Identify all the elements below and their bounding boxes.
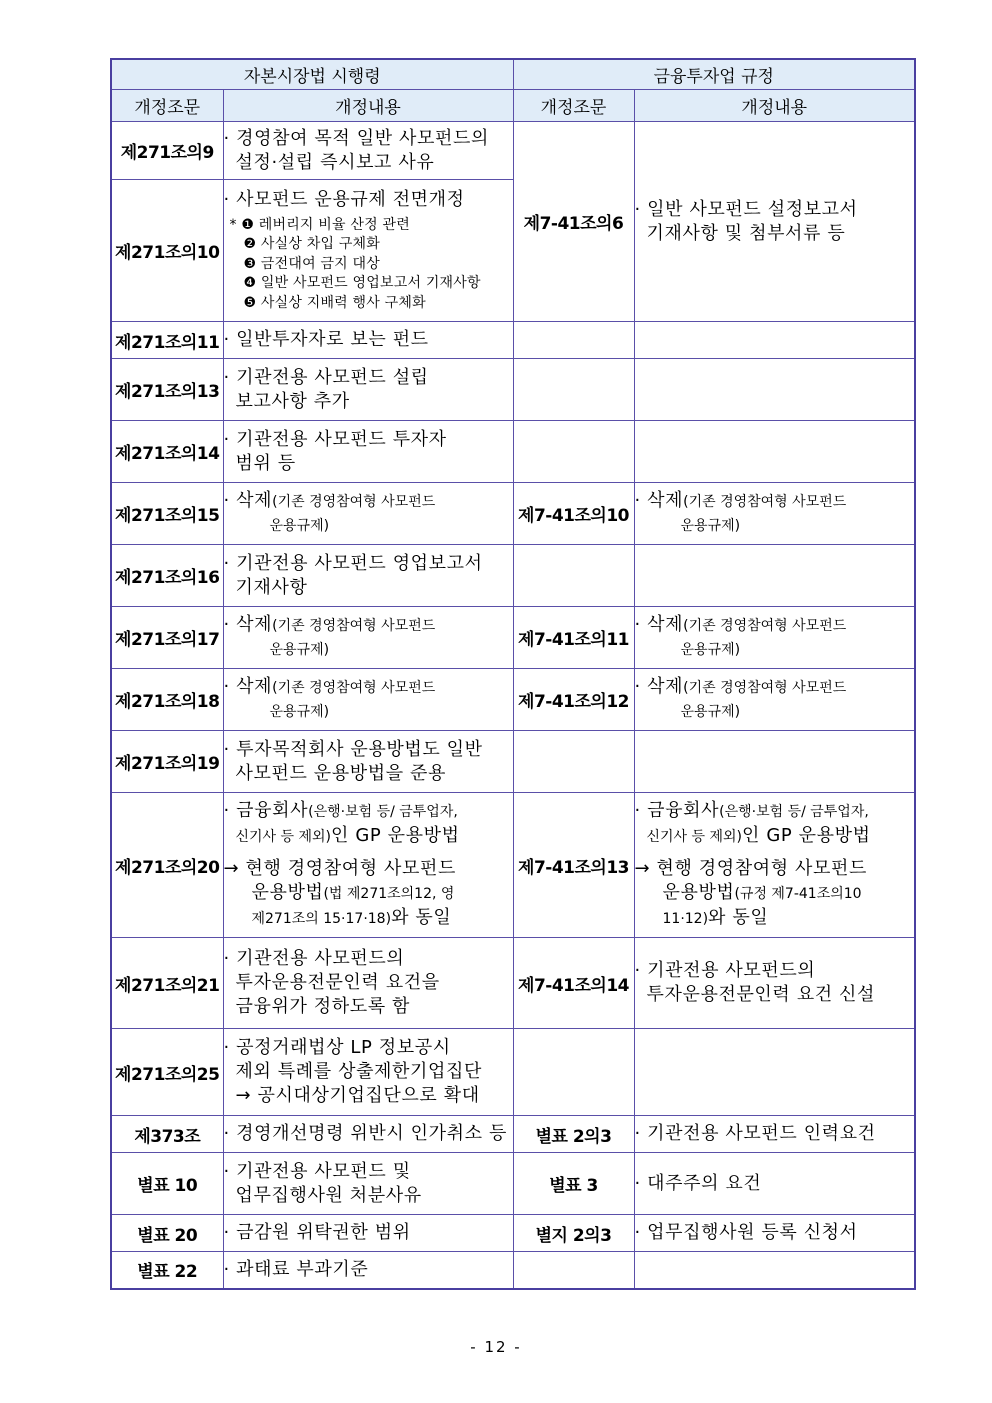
content-right-empty: [634, 1029, 915, 1116]
content-line: 기재사항 및 첨부서류 등: [646, 222, 846, 244]
content-right-empty: [634, 359, 915, 421]
article-right-empty: [513, 1252, 634, 1289]
article-left: 제271조의15: [111, 483, 223, 545]
article-right-empty: [513, 545, 634, 607]
content-line: 보고사항 추가: [235, 390, 350, 412]
sub-item: ❷ 사실상 차입 구체화: [243, 236, 380, 253]
content-left: [223, 669, 513, 731]
content-left: [223, 322, 513, 359]
content-line: · 기관전용 사모펀드 설립: [223, 366, 429, 388]
content-line: · 기관전용 사모펀드 투자자: [223, 428, 447, 450]
content-left: [223, 731, 513, 793]
content-note: (기존 경영참여형 사모펀드: [683, 618, 847, 634]
content-left: [223, 180, 513, 322]
content-line: → 현행 경영참여형 사모펀드: [634, 858, 868, 879]
table-row: [111, 1252, 915, 1289]
table-row: [111, 322, 915, 359]
content-line: · 일반 사모펀드 설정보고서: [634, 198, 858, 220]
content-note: 운용규제): [680, 704, 741, 720]
article-right: 별지 2의3: [513, 1215, 634, 1252]
content-line: → 공시대상기업집단으로 확대: [235, 1085, 480, 1106]
table-row: [111, 1116, 915, 1153]
content-line: 인 GP 운용방법: [742, 825, 871, 846]
content-right: [634, 607, 915, 669]
header-content-right: 개정내용: [634, 90, 915, 122]
content-line: · 대주주의 요건: [634, 1172, 762, 1194]
header-article-left: 개정조문: [111, 90, 223, 122]
table-row: [111, 793, 915, 938]
content-line: · 삭제: [223, 490, 273, 511]
content-note: (기존 경영참여형 사모펀드: [272, 680, 436, 696]
sub-item: ❺ 사실상 지배력 행사 구체화: [243, 294, 426, 311]
content-line: 와 동일: [708, 907, 769, 928]
content-line: · 과태료 부과기준: [223, 1258, 369, 1280]
amendment-table: [110, 58, 916, 1290]
content-line: · 기관전용 사모펀드 인력요건: [634, 1123, 876, 1144]
section-right-title: 금융투자업 규정: [513, 59, 915, 90]
content-right: [634, 793, 915, 938]
article-left: 제271조의25: [111, 1029, 223, 1116]
article-right: 제7-41조의11: [513, 607, 634, 669]
article-left: 제271조의19: [111, 731, 223, 793]
content-left: [223, 483, 513, 545]
header-content-left: 개정내용: [223, 90, 513, 122]
article-left: 제271조의10: [111, 180, 223, 322]
content-note: 운용규제): [269, 518, 330, 534]
table-row: [111, 1029, 915, 1116]
table-row: [111, 938, 915, 1029]
content-line: 설정·설립 즉시보고 사유: [235, 151, 435, 173]
content-line: · 업무집행사원 등록 신청서: [634, 1222, 858, 1243]
content-note: 운용규제): [680, 518, 741, 534]
article-left: 제271조의20: [111, 793, 223, 938]
table-row: [111, 122, 915, 180]
sub-item: * ❶ 레버리지 비율 산정 관련: [229, 216, 410, 233]
article-left: 제271조의17: [111, 607, 223, 669]
sub-item: ❹ 일반 사모펀드 영업보고서 기재사항: [243, 275, 481, 292]
table-row: [111, 421, 915, 483]
table-row: [111, 731, 915, 793]
article-right: 제7-41조의13: [513, 793, 634, 938]
content-left: [223, 1116, 513, 1153]
content-right-empty: [634, 545, 915, 607]
article-right: 별표 3: [513, 1153, 634, 1215]
page-number: - 12 -: [470, 1338, 522, 1356]
article-left: 제271조의18: [111, 669, 223, 731]
content-right: [634, 1153, 915, 1215]
article-left: 별표 20: [111, 1215, 223, 1252]
table-row: [111, 483, 915, 545]
content-line: 사모펀드 운용방법을 준용: [235, 762, 447, 784]
content-note: 신기사 등 제외): [235, 829, 332, 845]
content-line: · 금감원 위탁권한 범위: [223, 1222, 411, 1243]
sub-item: ❸ 금전대여 금지 대상: [243, 255, 380, 272]
content-line: · 투자목적회사 운용방법도 일반: [223, 738, 483, 760]
content-line: · 기관전용 사모펀드 및: [223, 1160, 411, 1182]
content-line: 제외 특례를 상출제한기업집단: [235, 1061, 482, 1082]
article-right-empty: [513, 359, 634, 421]
content-line: · 기관전용 사모펀드 영업보고서: [223, 552, 483, 574]
table-row: [111, 359, 915, 421]
table-row: [111, 545, 915, 607]
content-right: [634, 938, 915, 1029]
header-article-right: 개정조문: [513, 90, 634, 122]
table-row: [111, 607, 915, 669]
content-line: · 일반투자자로 보는 펀드: [223, 329, 429, 350]
article-right-empty: [513, 731, 634, 793]
content-line: · 사모펀드 운용규제 전면개정: [223, 188, 465, 210]
article-left: 제271조의21: [111, 938, 223, 1029]
article-right: 제7-41조의14: [513, 938, 634, 1029]
content-right: [634, 1116, 915, 1153]
article-left: 별표 22: [111, 1252, 223, 1289]
content-left: [223, 938, 513, 1029]
content-note: (법 제271조의12, 영: [323, 886, 455, 902]
content-line: 금융위가 정하도록 함: [235, 996, 411, 1017]
article-right-empty: [513, 322, 634, 359]
content-left: [223, 359, 513, 421]
content-note: 11·12): [662, 911, 709, 927]
content-left: [223, 122, 513, 180]
content-left: [223, 1252, 513, 1289]
section-left-title: 자본시장법 시행령: [111, 59, 513, 90]
content-right: [634, 669, 915, 731]
article-right-empty: [513, 421, 634, 483]
content-note: 운용규제): [269, 642, 330, 658]
content-line: · 삭제: [223, 676, 273, 697]
content-right: [634, 483, 915, 545]
content-right-empty: [634, 1252, 915, 1289]
table-row: [111, 1215, 915, 1252]
article-right: 제7-41조의10: [513, 483, 634, 545]
article-right: 별표 2의3: [513, 1116, 634, 1153]
content-line: 운용방법: [662, 882, 735, 903]
content-line: · 경영개선명령 위반시 인가취소 등: [223, 1123, 507, 1144]
content-right-empty: [634, 421, 915, 483]
content-line: 투자운용전문인력 요건을: [235, 972, 440, 993]
content-note: (규정 제7-41조의10: [734, 886, 862, 902]
content-line: · 기관전용 사모펀드의: [223, 948, 405, 969]
content-line: · 공정거래법상 LP 정보공시: [223, 1037, 451, 1058]
content-note: (기존 경영참여형 사모펀드: [272, 618, 436, 634]
article-left: 제271조의13: [111, 359, 223, 421]
content-line: · 금융회사: [223, 800, 309, 821]
table-row: [111, 669, 915, 731]
content-line: → 현행 경영참여형 사모펀드: [223, 858, 457, 879]
content-left: [223, 421, 513, 483]
content-line: 와 동일: [391, 907, 452, 928]
section-header-row: [111, 59, 915, 90]
content-line: · 삭제: [634, 614, 684, 635]
column-header-row: [111, 90, 915, 122]
article-left: 제271조의9: [111, 122, 223, 180]
content-note: (기존 경영참여형 사모펀드: [272, 494, 436, 510]
article-right: 제7-41조의12: [513, 669, 634, 731]
content-note: (기존 경영참여형 사모펀드: [683, 494, 847, 510]
article-right: 제7-41조의6: [513, 122, 634, 322]
content-note: (은행·보험 등/ 금투업자,: [308, 804, 458, 820]
content-line: · 삭제: [634, 676, 684, 697]
article-left: 제271조의16: [111, 545, 223, 607]
content-right-empty: [634, 731, 915, 793]
content-note: 신기사 등 제외): [646, 829, 743, 845]
content-left: [223, 545, 513, 607]
content-line: 범위 등: [235, 452, 296, 474]
content-note: (기존 경영참여형 사모펀드: [683, 680, 847, 696]
content-note: (은행·보험 등/ 금투업자,: [719, 804, 869, 820]
content-line: 투자운용전문인력 요건 신설: [646, 984, 875, 1005]
content-left: [223, 1029, 513, 1116]
content-line: · 기관전용 사모펀드의: [634, 960, 816, 981]
content-right: [634, 1215, 915, 1252]
content-right: [634, 122, 915, 322]
content-note: 운용규제): [269, 704, 330, 720]
content-right-empty: [634, 322, 915, 359]
article-left: 제271조의11: [111, 322, 223, 359]
content-line: 운용방법: [251, 882, 324, 903]
sub-list: [224, 216, 513, 314]
content-note: 운용규제): [680, 642, 741, 658]
content-left: [223, 607, 513, 669]
article-left: 별표 10: [111, 1153, 223, 1215]
content-line: · 경영참여 목적 일반 사모펀드의: [223, 127, 489, 149]
content-left: [223, 793, 513, 938]
table-row: [111, 1153, 915, 1215]
content-left: [223, 1153, 513, 1215]
content-line: 업무집행사원 처분사유: [235, 1184, 422, 1206]
article-left: 제271조의14: [111, 421, 223, 483]
content-line: · 삭제: [634, 490, 684, 511]
content-line: · 삭제: [223, 614, 273, 635]
article-left: 제373조: [111, 1116, 223, 1153]
content-line: · 금융회사: [634, 800, 720, 821]
content-line: 기재사항: [235, 576, 308, 598]
content-note: 제271조의 15·17·18): [251, 911, 392, 927]
content-left: [223, 1215, 513, 1252]
content-line: 인 GP 운용방법: [331, 825, 460, 846]
article-right-empty: [513, 1029, 634, 1116]
